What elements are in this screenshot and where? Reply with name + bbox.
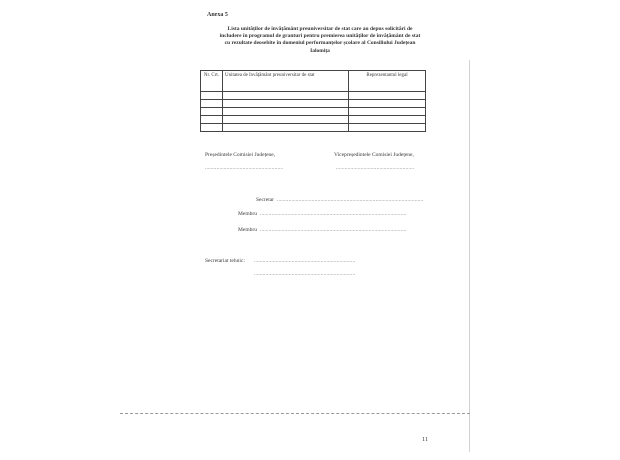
table-cell [349,108,426,116]
vice-president-signature-line: ...................................................... [336,166,415,171]
table-row [201,100,426,108]
table-cell [223,108,349,116]
units-table [200,70,426,132]
table-row [201,116,426,124]
table-cell [201,124,223,132]
member-1-signature-line: ..................................................................................................... [260,212,407,217]
page-number: 11 [422,436,429,443]
president-label: Președintele Comisiei Județene, [205,152,276,158]
table-row [201,92,426,100]
document-title [200,26,440,55]
secretary-label: Secretar [256,197,275,203]
member-2-label: Membru [238,227,257,233]
scan-edge-line [469,60,470,452]
table-cell [349,100,426,108]
tech-secretary-label: Secretariat tehnic: [205,258,245,264]
tech-secretary-line-1: ...................................................................... [254,259,356,264]
table-cell [223,116,349,124]
header-nr-crt: Nr. Crt. [201,71,223,92]
table-cell [223,92,349,100]
table-cell [201,100,223,108]
table-header-row [201,71,426,92]
table-cell [201,108,223,116]
member-2-signature-line: ..................................................................................................... [260,228,407,233]
title-line-1: Lista unităților de învățământ preuniversitar de stat care au depus solicitări de [227,26,413,32]
tech-secretary-line-2: ...................................................................... [254,272,356,277]
table-cell [201,116,223,124]
table-cell [349,124,426,132]
scan-bottom-line [120,413,470,414]
table-cell [349,116,426,124]
secretary-signature-line: ..................................................................................................... [277,198,424,203]
title-line-2: includere în programul de granturi pentru premierea unităților de învățământ de stat [219,33,421,40]
header-legal-rep: Reprezentantul legal [349,71,426,92]
table-cell [223,100,349,108]
table-cell [223,124,349,132]
president-signature-line: ...................................................... [205,166,284,171]
title-line-4: Ialomița [310,47,330,54]
vice-president-label: Vicepreședintele Comisiei Județene, [334,152,414,158]
title-line-3: cu rezultate deosebite în domeniul performanțelor școlare al Consiliului Județean [224,40,416,47]
member-1-label: Membru [238,211,257,217]
annex-label: Anexa 5 [207,12,228,18]
table-cell [201,92,223,100]
table-cell [349,92,426,100]
table-row [201,108,426,116]
header-unit: Unitatea de învățământ preuniversitar de stat [223,71,349,92]
table-row [201,124,426,132]
